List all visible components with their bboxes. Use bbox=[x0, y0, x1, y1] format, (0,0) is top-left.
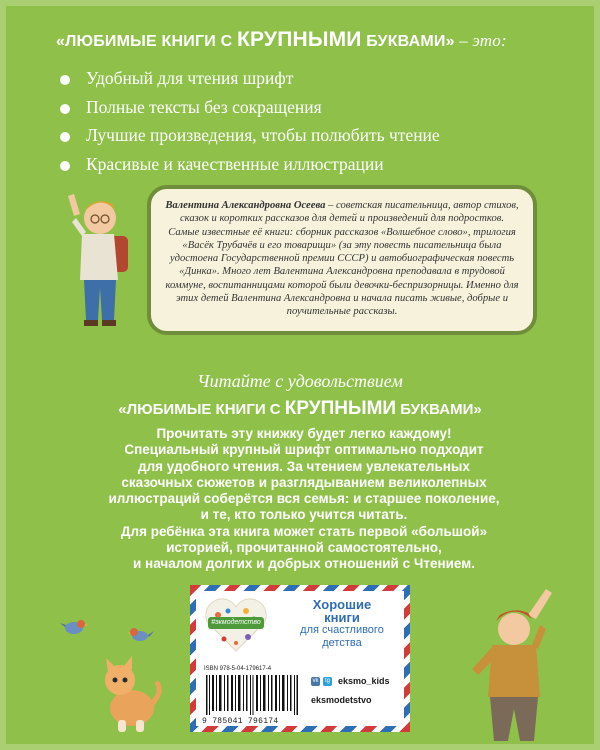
author-name: Валентина Александровна Осеева bbox=[165, 200, 326, 211]
blurb-line: Для ребёнка эта книга может стать первой «большой» bbox=[120, 523, 488, 539]
barcode-number: 9 785041 796174 bbox=[202, 717, 279, 726]
feature-item: Красивые и качественные иллюстрации bbox=[60, 150, 440, 179]
blurb-line: сказочных сюжетов и разглядыванием великолепных bbox=[121, 474, 487, 490]
blurb-line: иллюстраций соберётся вся семья: и старшее поколение, bbox=[108, 491, 500, 507]
feature-item: Удобный для чтения шрифт bbox=[60, 64, 440, 93]
author-bio-text: – советская писательница, автор стихов, сказок и коротких рассказов для детей и произведений для подростков. Самые известные её книги: сборник рассказов «Волшебное слово», трилогия «Васёк Трубачёв и его товарищи» (за эту повесть писательница была удостоена Государственной премии СССР) и автобиографическая повесть «Динка». Много лет Валентина Александровна преподавала в трудовой коммуне, воспитанницами которой были девочки-беспризорницы. Именно для этих детей Валентина Александровна и начала писать живые, добрые и поучительные рассказы. bbox=[165, 200, 519, 318]
publisher-site[interactable]: eksmodetstvo bbox=[311, 695, 372, 705]
blurb-line: историей, прочитанной самостоятельно, bbox=[166, 540, 442, 556]
series2-quote-close: » bbox=[473, 401, 482, 418]
series2-part2: КРУПНЫМИ bbox=[284, 398, 397, 419]
publisher-stamp bbox=[190, 585, 410, 732]
series-quote-close: » bbox=[445, 33, 455, 50]
bird-icon bbox=[128, 624, 154, 644]
feature-list bbox=[60, 64, 440, 178]
series-part1: ЛЮБИМЫЕ КНИГИ С bbox=[65, 33, 237, 50]
vk-icon[interactable]: vk bbox=[312, 677, 319, 684]
tagline: Читайте с удовольствием bbox=[197, 371, 403, 391]
slogan-line: детства bbox=[322, 636, 362, 649]
feature-item: Полные тексты без сокращения bbox=[60, 93, 440, 122]
telegram-icon[interactable]: tg bbox=[324, 677, 330, 684]
slogan-line: книги bbox=[324, 609, 360, 625]
series-heading-secondary bbox=[0, 398, 600, 420]
heart-label: #экмодетство bbox=[208, 617, 264, 629]
blurb-line: и те, кто только учится читать. bbox=[200, 507, 408, 523]
slogan-line: для счастливого bbox=[300, 624, 384, 636]
blurb bbox=[84, 426, 524, 573]
series2-quote-open: « bbox=[118, 401, 127, 418]
series2-part1: ЛЮБИМЫЕ КНИГИ С bbox=[126, 401, 285, 418]
barcode bbox=[204, 675, 300, 715]
publisher-slogan bbox=[288, 599, 396, 649]
waving-boy-illustration bbox=[428, 585, 578, 745]
series-heading bbox=[56, 28, 576, 52]
stamp-body bbox=[196, 591, 404, 726]
blurb-line: и началом долгих и добрых отношений с Чтением. bbox=[133, 556, 475, 572]
blurb-line: для удобного чтения. За чтением увлекательных bbox=[138, 458, 470, 474]
social-links bbox=[311, 676, 390, 686]
kitten-illustration bbox=[94, 650, 164, 735]
series-part2: КРУПНЫМИ bbox=[236, 28, 362, 51]
author-bio-panel bbox=[147, 185, 537, 335]
boy-illustration bbox=[62, 188, 142, 348]
series-quote-open: « bbox=[56, 33, 66, 50]
social-handle[interactable]: eksmo_kids bbox=[338, 676, 390, 686]
blurb-line: Прочитать эту книжку будет легко каждому! bbox=[156, 426, 452, 441]
feature-item: Лучшие произведения, чтобы полюбить чтение bbox=[60, 121, 440, 150]
series-tail: – это: bbox=[454, 31, 507, 50]
series-part3: БУКВАМИ bbox=[361, 33, 446, 50]
isbn: ISBN 978-5-04-179617-4 bbox=[204, 666, 272, 672]
slogan-line: Хорошие bbox=[312, 597, 372, 612]
bird-icon bbox=[60, 615, 88, 637]
series2-part3: БУКВАМИ bbox=[396, 401, 474, 418]
blurb-line: Специальный крупный шрифт оптимально подходит bbox=[124, 442, 484, 458]
